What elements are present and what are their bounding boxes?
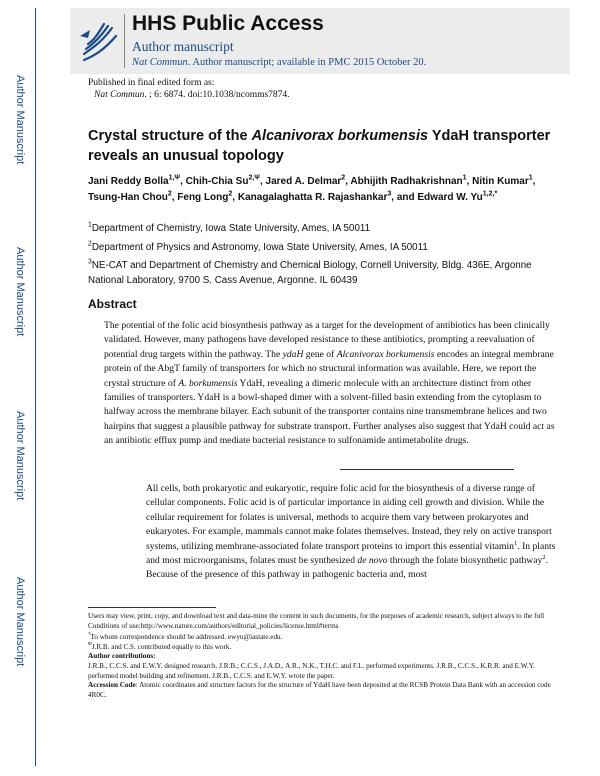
sidebar-label-4: Author Manuscript bbox=[14, 577, 26, 667]
author: Tsung-Han Chou$^2$, bbox=[88, 190, 178, 203]
affiliation-2: $^2$Department of Physics and Astronomy, Iowa State University, Ames, IA 50011 bbox=[88, 240, 428, 253]
hhs-eagle-logo-icon bbox=[76, 14, 125, 68]
title-text-1: Crystal structure of the bbox=[88, 128, 252, 144]
published-in-line: Published in final edited form as: bbox=[88, 78, 215, 88]
citation-line bbox=[88, 89, 290, 101]
sidebar-label-2: Author Manuscript bbox=[14, 247, 26, 337]
author: Nitin Kumar$^1$, bbox=[472, 174, 536, 187]
author-list bbox=[88, 174, 558, 206]
header-title: HHS Public Access bbox=[132, 12, 324, 35]
sidebar-label-1: Author Manuscript bbox=[14, 75, 26, 165]
header-subtitle: Author manuscript bbox=[132, 39, 234, 54]
publication-info bbox=[88, 77, 290, 101]
header-availability-text: . Author manuscript; available in PMC 2015 October 20. bbox=[187, 57, 427, 68]
species-short: A. borkumensis bbox=[178, 377, 238, 389]
gene-name: ydaH bbox=[282, 348, 304, 360]
header-journal: Nat Commun bbox=[132, 57, 188, 68]
abstract-body: The potential of the folic acid biosynthesis pathway as a target for the development of antibiotics has been clinically validated. However, many pathogens have developed resistance to these antibiotics, prompting a reevaluation of potential drug targets within the pathway. The ydaH gene of Alcanivorax borkumensis encodes an integral membrane protein of the AbgT family of transporters for which no structural information was available. Here, we report the crystal structure of A. borkumensis YdaH, revealing a dimeric molecule with an architecture distinct from other families of transporters. YdaH is a bowl-shaped dimer with a solvent-filled basin extending from the cytoplasm to halfway across the membrane bilayer. Each subunit of the transporter contains nine transmembrane helices and two hairpins that suggest a plausible pathway for substrate transport. Further analyses also suggest that YdaH could act as an antibiotic efflux pump and mediate bacterial resistance to sulfonamide antimetabolite drugs. bbox=[104, 320, 555, 447]
citation-text: . ; 6: 6874. doi:10.1038/ncomms7874. bbox=[144, 90, 290, 100]
intro-paragraph: All cells, both prokaryotic and eukaryotic, require folic acid for the biosynthesis of a diverse range of cellular components. Folic acid is of particular importance in aiding cell growth and division. While the cellular requirement for folates is universal, methods to acquire them vary between prokaryotes and eukaryotes. For example, mammals cannot make folates themselves. Instead, they rely on active transport systems, utilizing membrane-associated folate transport proteins to import this essential vitamin$^1$. In plants and most microorganisms, folates must be synthesized de novo through the folate biosynthetic pathway$^2$. Because of the presence of this pathway in pathogenic bacteria and, most bbox=[146, 483, 556, 581]
abstract-heading: Abstract bbox=[88, 297, 137, 311]
author: Chih-Chia $Su^{2,\Psi}$, bbox=[185, 174, 266, 187]
correspondence-footnote: *To whom correspondence should be addressed. ewyu@iastate.edu. bbox=[88, 632, 283, 642]
article-title bbox=[88, 126, 558, 166]
footnote-divider bbox=[88, 607, 216, 608]
author: Kanagalaghatta R. Rajashankar$^3$, and bbox=[237, 190, 418, 203]
contributions-heading: Author contributions: bbox=[88, 652, 156, 661]
author: Jared A. Delmar$^2$, bbox=[265, 174, 351, 187]
title-text-2: YdaH transporter reveals an unusual topology bbox=[88, 128, 551, 164]
species-name: Alcanivorax borkumensis bbox=[336, 348, 435, 360]
author: Abhijith Radhakrishnan$^1$, bbox=[350, 174, 473, 187]
contributions-text: J.R.B., C.C.S. and E.W.Y. designed research. J.R.B.; C.C.S., J.A.D., A.R., N.K., T.H.C. and F.L. performed experiments. J.R.B., C.C.S., K.R.R. and E.W.Y. performed model building and refinement. J.R.B., C.C.S. and E.W.Y. wrote the paper. bbox=[88, 661, 535, 680]
equal-contribution-footnote: $^\Psi$J.R.B. and C.S. contributed equally to this work. bbox=[88, 642, 232, 651]
section-divider bbox=[340, 469, 514, 470]
citation-journal: Nat Commun bbox=[94, 90, 145, 100]
sidebar-label-3: Author Manuscript bbox=[14, 411, 26, 501]
ref-1: 1 bbox=[513, 539, 518, 547]
terms-footnote: Users may view, print, copy, and download text and data-mine the content in such documents, for the purposes of academic research, subject always to the full Conditions of use:http://www.nature.com/authors/editorial_policies/license.html#terms bbox=[88, 612, 545, 630]
affiliation-1: $^1$Department of Chemistry, Iowa State University, Ames, IA 50011 bbox=[88, 221, 371, 234]
author: Jani Reddy Bolla$^{1,\Psi}$, bbox=[88, 174, 186, 187]
title-species: Alcanivorax borkumensis bbox=[251, 128, 429, 144]
affiliation-3: $^3$NE-CAT and Department of Chemistry and Chemical Biology, Cornell University, Bldg. 436E, Argonne National Laboratory, 9700 S. Cass Avenue, Argonne. IL 60439 bbox=[88, 258, 532, 286]
sidebar-rule bbox=[35, 8, 36, 766]
ref-2: 2 bbox=[542, 553, 546, 561]
footnotes bbox=[88, 612, 558, 700]
accession-footnote: Accession Code: Atomic coordinates and structure factors for the structure of YdaH have been deposited at the RCSB Protein Data Bank with an accession code 4R0C. bbox=[88, 681, 551, 699]
author: Edward W. $Yu^{1,2,*}$ bbox=[417, 190, 498, 203]
header-availability bbox=[132, 57, 426, 68]
author: Feng Long$^2$, bbox=[177, 190, 238, 203]
